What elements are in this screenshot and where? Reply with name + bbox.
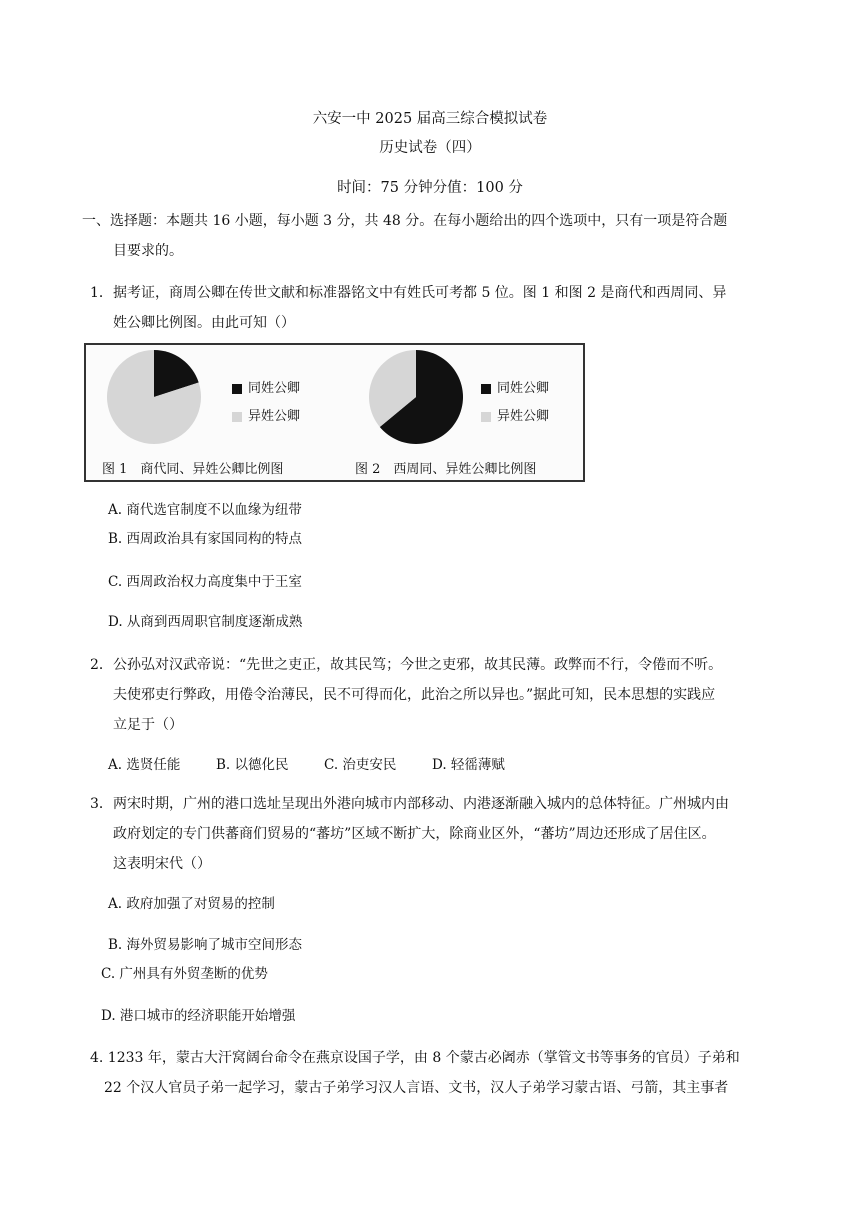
question-2-number: 2． xyxy=(90,657,113,673)
question-3-line2: 政府划定的专门供蕃商们贸易的“蕃坊”区域不断扩大，除商业区外，“蕃坊”周边还形成了居住区。 xyxy=(113,826,716,842)
question-2-option-c[interactable]: C. 治吏安民 xyxy=(324,757,397,773)
figure-1-caption: 图 1 商代同、异姓公卿比例图 xyxy=(102,462,284,477)
question-3-option-c[interactable]: C. 广州具有外贸垄断的优势 xyxy=(101,966,268,982)
question-1-line2: 姓公卿比例图。由此可知（） xyxy=(113,315,295,331)
question-4-line1: 4. 1233 年，蒙古大汗窝阔台命令在燕京设国子学，由 8 个蒙古必阇赤（掌管文书等事务的官员）子弟和 xyxy=(90,1050,740,1066)
question-4-line2: 22 个汉人官员子弟一起学习，蒙古子弟学习汉人言语、文书，汉人子弟学习蒙古语、弓箭，其主事者 xyxy=(104,1080,729,1096)
figure-2-caption: 图 2 西周同、异姓公卿比例图 xyxy=(355,462,537,477)
time-score-line: 时间：75 分钟分值：100 分 xyxy=(337,180,523,196)
legend-label: 异姓公卿 xyxy=(497,409,550,424)
exam-title: 六安一中 2025 届高三综合模拟试卷 xyxy=(312,111,548,127)
question-2-line3: 立足于（） xyxy=(113,717,183,733)
section-instructions-line2: 目要求的。 xyxy=(113,243,183,259)
subject-title: 历史试卷（四） xyxy=(379,140,481,156)
legend-2-same-surname xyxy=(481,377,549,396)
legend-2-different-surname xyxy=(481,405,549,424)
question-3-line3: 这表明宋代（） xyxy=(113,856,211,872)
question-3-option-d[interactable]: D. 港口城市的经济职能开始增强 xyxy=(101,1008,296,1024)
question-3-option-b[interactable]: B. 海外贸易影响了城市空间形态 xyxy=(108,937,303,953)
legend-label: 异姓公卿 xyxy=(248,409,301,424)
question-1-option-a[interactable]: A. 商代选官制度不以血缘为纽带 xyxy=(108,502,302,518)
question-3-line1: 两宋时期，广州的港口选址呈现出外港向城市内部移动、内港逐渐融入城内的总体特征。广州城内由 xyxy=(113,796,729,812)
question-1-option-b[interactable]: B. 西周政治具有家国同构的特点 xyxy=(108,531,303,547)
legend-1-different-surname xyxy=(232,405,300,424)
question-1-line1: 据考证，商周公卿在传世文献和标准器铭文中有姓氏可考都 5 位。图 1 和图 2 是商代和西周同、异 xyxy=(113,285,727,301)
legend-label: 同姓公卿 xyxy=(248,381,301,396)
question-2-option-a[interactable]: A. 选贤任能 xyxy=(108,757,181,773)
question-1-option-c[interactable]: C. 西周政治权力高度集中于王室 xyxy=(108,574,302,590)
legend-swatch-gray xyxy=(481,412,491,422)
legend-swatch-gray xyxy=(232,412,242,422)
legend-swatch-black xyxy=(481,384,491,394)
question-2-option-d[interactable]: D. 轻徭薄赋 xyxy=(432,757,505,773)
question-3-number: 3． xyxy=(90,796,113,812)
question-1-option-d[interactable]: D. 从商到西周职官制度逐渐成熟 xyxy=(108,614,303,630)
question-2-line2: 夫使邪吏行弊政，用倦令治薄民，民不可得而化，此治之所以异也。”据此可知，民本思想的实践应 xyxy=(113,687,716,703)
question-1-number: 1． xyxy=(90,285,113,301)
question-3-option-a[interactable]: A. 政府加强了对贸易的控制 xyxy=(108,896,275,912)
pie-chart-2 xyxy=(369,350,463,444)
pie-charts-figure xyxy=(84,343,585,482)
legend-1-same-surname xyxy=(232,377,300,396)
legend-swatch-black xyxy=(232,384,242,394)
question-2-option-b[interactable]: B. 以德化民 xyxy=(216,757,289,773)
pie-chart-1 xyxy=(107,350,201,444)
legend-label: 同姓公卿 xyxy=(497,381,550,396)
section-instructions-line1: 一、选择题：本题共 16 小题，每小题 3 分，共 48 分。在每小题给出的四个选项中，只有一项是符合题 xyxy=(82,213,728,229)
question-2-line1: 公孙弘对汉武帝说：“先世之吏正，故其民笃；今世之吏邪，故其民薄。政弊而不行，令倦而不听。 xyxy=(113,657,723,673)
